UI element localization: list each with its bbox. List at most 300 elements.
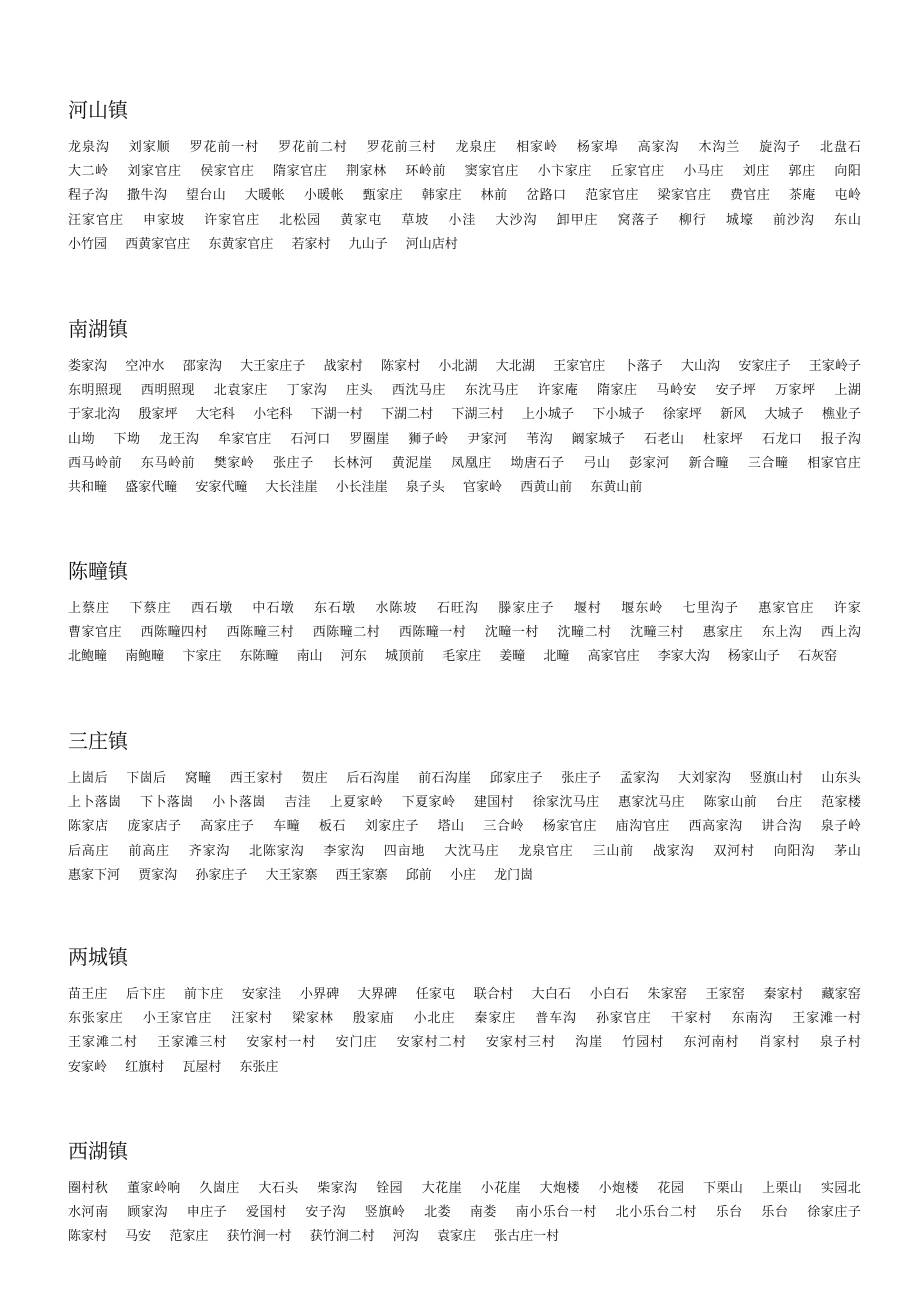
village-name: 尹家河 (467, 431, 508, 447)
village-name: 河东 (340, 649, 367, 665)
village-name: 庄头 (346, 383, 374, 399)
section-chentuan (68, 559, 861, 670)
village-name: 大石头 (258, 1181, 299, 1196)
village-name: 九山子 (348, 236, 388, 252)
village-name: 下栗山 (703, 1181, 744, 1196)
village-name: 堰村 (573, 601, 602, 616)
village-name: 庞家店子 (127, 819, 182, 835)
village-name: 朱家窑 (647, 987, 688, 1002)
village-name: 东石墩 (313, 601, 357, 616)
village-name: 下小城子 (592, 407, 645, 423)
village-name: 梁家官庄 (657, 188, 712, 204)
village-name: 万家坪 (774, 383, 816, 399)
village-name: 柳行 (678, 212, 707, 228)
village-name: 窝疃 (184, 771, 212, 786)
village-name: 李家大沟 (657, 649, 710, 665)
village-name: 高家庄子 (200, 819, 255, 835)
village-list (68, 355, 861, 500)
village-name: 北松园 (279, 212, 322, 228)
village-name: 安家洼 (241, 987, 282, 1002)
village-name: 大炮楼 (539, 1181, 580, 1196)
village-name: 小北庄 (413, 1011, 456, 1027)
village-list (68, 597, 861, 670)
village-name: 下坳 (113, 431, 141, 447)
village-name: 南山 (296, 649, 323, 665)
village-name: 南鲍疃 (125, 649, 165, 665)
village-name: 后卞庄 (125, 987, 166, 1002)
village-name: 泉子村 (819, 1035, 861, 1051)
village-name: 安家岭 (68, 1059, 108, 1075)
village-name: 西黄山前 (520, 480, 573, 496)
village-name: 安家村三村 (485, 1035, 556, 1051)
village-name: 圈村秋 (68, 1181, 109, 1196)
village-name: 上小城子 (521, 407, 575, 423)
village-name: 撒牛沟 (126, 188, 168, 204)
village-name: 北疃 (543, 649, 570, 665)
village-name: 汪家村 (231, 1011, 274, 1027)
village-name: 竖旗岭 (364, 1205, 406, 1221)
section-xihu (68, 1139, 861, 1250)
village-name: 小长洼崖 (335, 480, 388, 496)
village-name: 肖家村 (758, 1035, 801, 1051)
village-name: 北盘石 (820, 140, 861, 155)
village-name: 邵家沟 (182, 359, 222, 374)
village-name: 下卜落崮 (140, 795, 194, 811)
village-name: 曹家官庄 (68, 625, 122, 641)
village-name: 安子沟 (305, 1205, 347, 1221)
village-name: 许家 (833, 601, 861, 616)
village-name: 陈家店 (68, 819, 109, 835)
village-list (68, 136, 861, 257)
village-name: 范家庄 (169, 1229, 209, 1245)
village-name: 王家滩三村 (157, 1035, 228, 1051)
village-name: 北鲍疃 (68, 649, 108, 665)
village-name: 龙门崮 (494, 867, 534, 883)
village-name: 西陈疃二村 (312, 625, 381, 641)
village-name: 姜疃 (499, 649, 526, 665)
village-name: 后高庄 (68, 843, 110, 859)
village-name: 孙家官庄 (595, 1011, 652, 1027)
village-name: 向阳沟 (773, 843, 816, 859)
village-name: 东黄山前 (590, 480, 643, 496)
village-name: 上夏家岭 (329, 795, 384, 811)
village-name: 双河村 (713, 843, 755, 859)
village-name: 三山前 (592, 843, 634, 859)
village-name: 马岭安 (656, 383, 697, 399)
village-name: 普车沟 (535, 1011, 577, 1027)
village-name: 西明照现 (140, 383, 196, 399)
village-list (68, 1177, 861, 1250)
village-name: 王家岭子 (808, 359, 861, 374)
village-name: 小界碑 (299, 987, 340, 1002)
village-name: 上湖 (834, 383, 861, 399)
village-name: 陈家村 (381, 359, 421, 374)
village-name: 贾家沟 (138, 867, 178, 883)
village-name: 杨家山子 (727, 649, 780, 665)
village-name: 东山 (834, 212, 861, 228)
village-name: 向阳 (834, 164, 861, 180)
village-name: 塔山 (437, 819, 465, 835)
village-name: 大沈马庄 (444, 843, 500, 859)
village-name: 战家村 (323, 359, 363, 374)
village-name: 水陈坡 (375, 601, 418, 616)
section-title: 西湖镇 (68, 1139, 128, 1163)
village-name: 小花崖 (480, 1181, 522, 1196)
village-name: 秦家庄 (474, 1011, 517, 1027)
village-name: 弓山 (583, 455, 611, 471)
village-name: 安家代疃 (195, 480, 248, 496)
village-name: 四亩地 (383, 843, 426, 859)
village-name: 建国村 (473, 795, 515, 811)
village-name: 西陈疃三村 (226, 625, 295, 641)
village-name: 刘家顺 (128, 140, 171, 155)
village-name: 岔路口 (526, 188, 567, 204)
village-name: 小洼 (448, 212, 477, 228)
section-title: 河山镇 (68, 98, 128, 122)
village-name: 小竹园 (68, 236, 108, 252)
village-name: 西上沟 (820, 625, 861, 641)
village-name: 三合疃 (747, 455, 789, 471)
village-name: 王家官庄 (553, 359, 606, 374)
village-name: 大王家寨 (265, 867, 318, 883)
village-name: 水河南 (68, 1205, 109, 1221)
village-name: 孙家庄子 (195, 867, 248, 883)
village-name: 西王家村 (229, 771, 283, 786)
village-name: 小炮楼 (598, 1181, 639, 1196)
village-name: 小庄 (449, 867, 476, 883)
village-name: 藏家窑 (821, 987, 861, 1002)
village-name: 小卞家庄 (537, 164, 592, 180)
village-name: 惠家沈马庄 (618, 795, 686, 811)
village-name: 红旗村 (125, 1059, 165, 1075)
village-name: 东马岭前 (140, 455, 196, 471)
village-name: 范家官庄 (585, 188, 639, 204)
village-name: 彭家河 (629, 455, 670, 471)
village-name: 大北湖 (495, 359, 535, 374)
village-name: 惠家官庄 (758, 601, 815, 616)
village-name: 费官庄 (729, 188, 771, 204)
village-name: 茶庵 (788, 188, 816, 204)
village-name: 盛家代疃 (125, 480, 178, 496)
village-name: 共和疃 (68, 480, 108, 496)
village-name: 花园 (657, 1181, 685, 1196)
village-name: 城壕 (725, 212, 754, 228)
village-name: 车疃 (273, 819, 301, 835)
village-name: 郭庄 (788, 164, 816, 180)
village-name: 高家沟 (637, 140, 680, 155)
village-name: 龙泉官庄 (518, 843, 574, 859)
village-name: 任家屯 (415, 987, 456, 1002)
village-name: 罗圈崖 (349, 431, 390, 447)
village-name: 台庄 (775, 795, 803, 811)
village-name: 龙王沟 (159, 431, 200, 447)
village-name: 北陈家沟 (249, 843, 305, 859)
village-name: 东南沟 (731, 1011, 774, 1027)
village-name: 张古庄一村 (494, 1229, 560, 1245)
village-name: 刘家官庄 (127, 164, 182, 180)
village-name: 顾家沟 (127, 1205, 168, 1221)
village-name: 汪家官庄 (68, 212, 124, 228)
village-name: 东张庄 (239, 1059, 279, 1075)
village-name: 七里沟子 (682, 601, 740, 616)
village-name: 空冲水 (125, 359, 165, 374)
village-name: 沈疃二村 (557, 625, 612, 641)
village-name: 刘家庄子 (364, 819, 419, 835)
village-name: 石老山 (644, 431, 685, 447)
village-name: 阚家城子 (571, 431, 626, 447)
village-name: 张庄子 (273, 455, 314, 471)
village-name: 东沈马庄 (464, 383, 519, 399)
village-name: 三合岭 (483, 819, 525, 835)
village-name: 旋沟子 (759, 140, 801, 155)
village-name: 大王家庄子 (240, 359, 306, 374)
village-name: 沈疃一村 (484, 625, 539, 641)
section-nanhu (68, 317, 861, 500)
village-name: 南娄 (469, 1205, 497, 1221)
village-name: 战家沟 (652, 843, 695, 859)
village-name: 下蔡庄 (129, 601, 172, 616)
village-name: 堰东岭 (621, 601, 664, 616)
village-name: 杨家官庄 (542, 819, 597, 835)
village-name: 陈家山前 (703, 795, 758, 811)
village-name: 联合村 (473, 987, 514, 1002)
section-title: 南湖镇 (68, 317, 128, 341)
village-name: 黄泥崖 (391, 455, 433, 471)
village-name: 韩家庄 (421, 188, 463, 204)
village-name: 申家坡 (143, 212, 185, 228)
village-name: 望台山 (185, 188, 227, 204)
village-name: 侯家官庄 (200, 164, 255, 180)
village-name: 大暖帐 (244, 188, 286, 204)
village-name: 西沈马庄 (391, 383, 447, 399)
village-name: 陈家村 (68, 1229, 108, 1245)
village-name: 石龙口 (761, 431, 803, 447)
village-name: 相家岭 (516, 140, 558, 155)
village-name: 卜落子 (623, 359, 663, 374)
village-name: 新合疃 (688, 455, 730, 471)
village-name: 杨家埠 (576, 140, 619, 155)
village-name: 大刘家沟 (678, 771, 732, 786)
village-name: 李家沟 (323, 843, 365, 859)
village-name: 罗花前一村 (189, 140, 260, 155)
village-name: 环岭前 (405, 164, 447, 180)
village-name: 徐家沈马庄 (532, 795, 600, 811)
village-name: 许家庵 (537, 383, 579, 399)
village-name: 下夏家岭 (401, 795, 456, 811)
village-name: 袁家庄 (436, 1229, 476, 1245)
village-name: 东明照现 (68, 383, 123, 399)
village-name: 齐家沟 (188, 843, 231, 859)
village-name: 樊家岭 (213, 455, 255, 471)
village-name: 樵业子 (821, 407, 861, 423)
village-name: 王家窑 (705, 987, 746, 1002)
village-name: 大白石 (531, 987, 572, 1002)
village-name: 实园北 (820, 1181, 861, 1196)
village-name: 罗花前三村 (366, 140, 437, 155)
village-name: 石灰窑 (798, 649, 838, 665)
village-name: 范家楼 (821, 795, 861, 811)
village-name: 惠家下河 (68, 867, 121, 883)
village-name: 河沟 (392, 1229, 419, 1245)
village-name: 小宅科 (253, 407, 293, 423)
village-name: 娄家沟 (68, 359, 108, 374)
section-sanzhuang (68, 729, 861, 888)
village-name: 大山沟 (680, 359, 721, 374)
village-name: 北袁家庄 (213, 383, 268, 399)
village-name: 高家官庄 (587, 649, 640, 665)
village-name: 丁家沟 (286, 383, 328, 399)
village-name: 官家岭 (462, 480, 502, 496)
village-name: 秦家村 (763, 987, 804, 1002)
village-name: 大沙沟 (495, 212, 538, 228)
village-name: 马安 (125, 1229, 152, 1245)
village-name: 报子沟 (820, 431, 861, 447)
village-name: 杜家坪 (703, 431, 744, 447)
village-name: 前石沟崖 (418, 771, 472, 786)
village-name: 上崮后 (68, 771, 108, 786)
village-name: 下湖三村 (451, 407, 504, 423)
village-name: 爱国村 (246, 1205, 287, 1221)
village-name: 林前 (480, 188, 508, 204)
village-name: 卸甲庄 (556, 212, 599, 228)
village-name: 石河口 (290, 431, 331, 447)
village-name: 西马岭前 (68, 455, 123, 471)
village-name: 隋家庄 (596, 383, 638, 399)
village-name: 北小乐台二村 (615, 1205, 697, 1221)
village-name: 城顶前 (384, 649, 424, 665)
village-name: 西石墩 (190, 601, 234, 616)
village-name: 甄家庄 (362, 188, 404, 204)
village-name: 黄家屯 (340, 212, 383, 228)
village-name: 安门庄 (335, 1035, 378, 1051)
village-name: 窦家官庄 (464, 164, 519, 180)
village-name: 凤凰庄 (451, 455, 492, 471)
village-name: 铨园 (376, 1181, 404, 1196)
village-name: 大花崖 (421, 1181, 463, 1196)
village-name: 石旺沟 (436, 601, 480, 616)
village-name: 北娄 (424, 1205, 452, 1221)
village-name: 王家滩二村 (68, 1035, 139, 1051)
village-name: 苇沟 (526, 431, 554, 447)
village-name: 大宅科 (195, 407, 235, 423)
village-name: 龙泉沟 (68, 140, 110, 155)
village-name: 西陈疃四村 (140, 625, 209, 641)
village-name: 下湖一村 (310, 407, 363, 423)
village-name: 泉子头 (405, 480, 445, 496)
village-name: 久崮庄 (199, 1181, 240, 1196)
village-name: 殷家庙 (352, 1011, 395, 1027)
village-name: 大长洼崖 (265, 480, 318, 496)
village-name: 窝落子 (617, 212, 660, 228)
village-name: 讲合沟 (761, 819, 803, 835)
village-name: 小卜落崮 (212, 795, 266, 811)
village-name: 梁家林 (292, 1011, 334, 1027)
village-name: 茅山 (834, 843, 861, 859)
village-name: 瓦屋村 (182, 1059, 222, 1075)
village-name: 安家村二村 (396, 1035, 467, 1051)
village-name: 长林河 (332, 455, 374, 471)
village-name: 获竹涧二村 (309, 1229, 375, 1245)
village-name: 徐家坪 (662, 407, 702, 423)
village-name: 小北湖 (438, 359, 478, 374)
village-name: 下崮后 (126, 771, 167, 786)
village-name: 于家北沟 (68, 407, 121, 423)
village-name: 沈疃三村 (630, 625, 685, 641)
village-name: 若家村 (291, 236, 331, 252)
village-name: 前沙沟 (772, 212, 815, 228)
section-title: 陈疃镇 (68, 559, 128, 583)
village-name: 安子坪 (715, 383, 757, 399)
village-name: 屯岭 (834, 188, 861, 204)
village-name: 大二岭 (68, 164, 109, 180)
village-name: 大界碑 (357, 987, 398, 1002)
village-name: 小马庄 (683, 164, 725, 180)
village-name: 干家村 (670, 1011, 713, 1027)
village-name: 新风 (720, 407, 747, 423)
village-name: 贺庄 (301, 771, 328, 786)
village-name: 小王家官庄 (142, 1011, 213, 1027)
village-name: 泉子岭 (820, 819, 861, 835)
village-name: 获竹涧一村 (226, 1229, 292, 1245)
village-name: 中石墩 (252, 601, 295, 616)
village-name: 王家滩一村 (792, 1011, 861, 1027)
village-name: 邱前 (405, 867, 432, 883)
village-name: 相家官庄 (807, 455, 861, 471)
village-name: 东张家庄 (68, 1011, 124, 1027)
village-name: 竹园村 (622, 1035, 665, 1051)
village-name: 荆家林 (346, 164, 387, 180)
village-list (68, 983, 861, 1080)
village-name: 安家庄子 (738, 359, 791, 374)
village-name: 上蔡庄 (68, 601, 111, 616)
village-name: 坳唐石子 (510, 455, 565, 471)
section-liangcheng (68, 945, 861, 1080)
village-name: 吉洼 (284, 795, 312, 811)
village-name: 罗花前二村 (278, 140, 348, 155)
village-name: 乐台 (761, 1205, 789, 1221)
section-title: 三庄镇 (68, 729, 128, 753)
village-name: 庙沟官庄 (615, 819, 670, 835)
village-name: 后石沟崖 (346, 771, 400, 786)
village-name: 东河南村 (683, 1035, 740, 1051)
village-name: 董家岭响 (126, 1181, 181, 1196)
village-name: 刘庄 (742, 164, 770, 180)
village-name: 狮子岭 (408, 431, 449, 447)
village-name: 殷家坪 (138, 407, 178, 423)
village-name: 小暖帐 (303, 188, 345, 204)
village-name: 邱家庄子 (489, 771, 543, 786)
village-name: 程子沟 (68, 188, 109, 204)
village-name: 惠家庄 (702, 625, 744, 641)
village-name: 丘家官庄 (610, 164, 665, 180)
village-name: 滕家庄子 (498, 601, 555, 616)
village-name: 申庄子 (186, 1205, 228, 1221)
village-name: 东上沟 (761, 625, 803, 641)
village-name: 小白石 (589, 987, 630, 1002)
village-name: 孟家沟 (619, 771, 660, 786)
village-name: 东陈疃 (239, 649, 279, 665)
section-title: 两城镇 (68, 945, 128, 969)
village-name: 隋家官庄 (273, 164, 328, 180)
village-name: 前卞庄 (183, 987, 224, 1002)
village-name: 卞家庄 (182, 649, 222, 665)
village-name: 竖旗山村 (749, 771, 803, 786)
village-name: 安家村一村 (246, 1035, 317, 1051)
village-name: 乐台 (715, 1205, 743, 1221)
village-name: 柴家沟 (317, 1181, 358, 1196)
village-name: 张庄子 (561, 771, 602, 786)
village-name: 山东头 (821, 771, 861, 786)
